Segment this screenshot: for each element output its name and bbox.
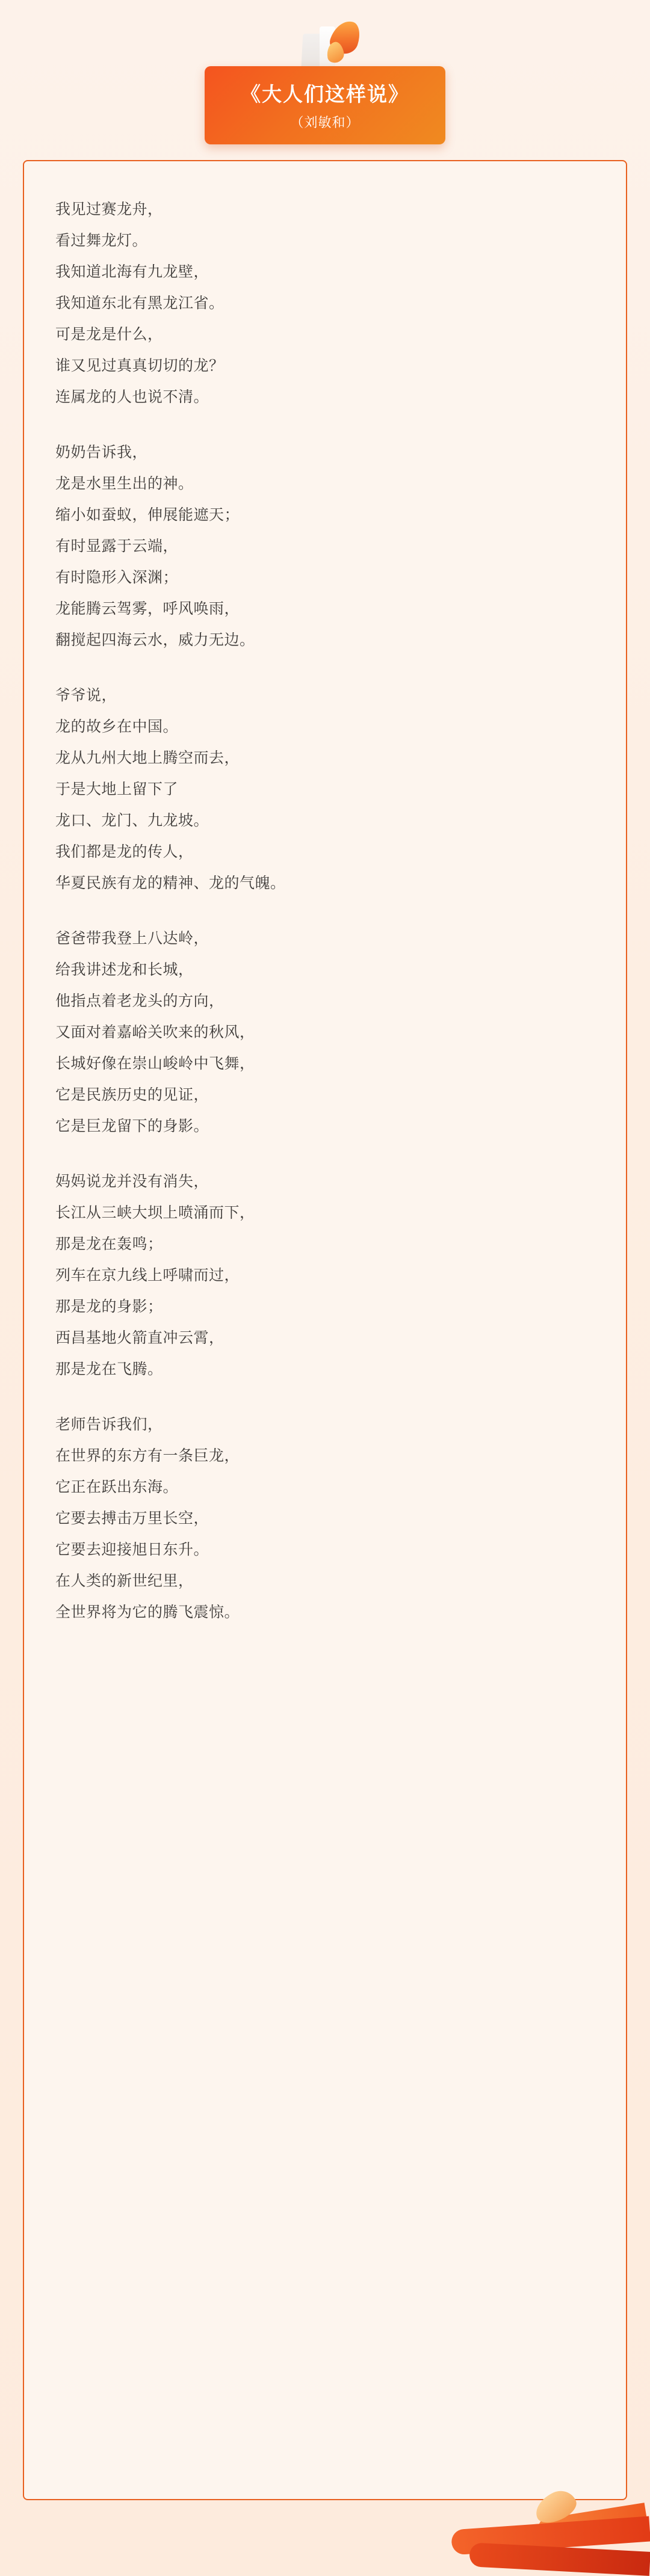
poem-line: 华夏民族有龙的精神、龙的气魄。 [55,875,286,892]
poem-stanza [55,194,595,413]
poem-line: 他指点着老龙头的方向， [55,993,224,1010]
poem-line: 有时隐形入深渊； [55,569,179,587]
poem-line: 爷爷说， [55,687,117,704]
ribbon-band-middle [451,2516,650,2556]
ribbon-band-upper [537,2503,647,2537]
author-name: （刘敏和） [290,115,360,131]
page-title: 《大人们这样说》 [241,83,409,105]
title-card [205,66,445,144]
poem-line: 爸爸带我登上八达岭， [55,930,209,948]
poem-line: 列车在京九线上呼啸而过， [55,1267,240,1284]
poem-line: 全世界将为它的腾飞震惊。 [55,1604,240,1621]
poem-stanza [55,923,595,1142]
poem-stanza [55,1166,595,1385]
poem-line: 我知道北海有九龙壁， [55,263,209,281]
poem-line: 奶奶告诉我， [55,444,148,461]
poem-line: 它正在跃出东海。 [55,1479,179,1496]
poem-line: 龙能腾云驾雾，呼风唤雨， [55,600,240,618]
poem-line: 那是龙在轰鸣； [55,1236,163,1253]
poem-line: 龙的故乡在中国。 [55,718,179,736]
poem-line: 有时显露于云端， [55,538,179,555]
poem-stanza [55,1409,595,1628]
poem-line: 我们都是龙的传人， [55,843,194,861]
poem-line: 可是龙是什么， [55,326,163,344]
poem-line: 老师告诉我们， [55,1416,163,1434]
poem-line: 在世界的东方有一条巨龙， [55,1447,240,1465]
poem-line: 妈妈说龙并没有消失， [55,1173,209,1191]
poem-line: 那是龙在飞腾。 [55,1361,163,1378]
poem-line: 翻搅起四海云水，威力无边。 [55,632,255,649]
ribbon-band-lower [469,2542,650,2576]
poem-line: 又面对着嘉峪关吹来的秋风， [55,1024,255,1041]
poem-line: 龙口、龙门、九龙坡。 [55,812,209,830]
poem-line: 它要去迎接旭日东升。 [55,1541,209,1559]
poem-line: 看过舞龙灯。 [55,232,148,250]
poem-stanza [55,680,595,899]
poem-line: 给我讲述龙和长城， [55,961,194,979]
poem-line: 龙从九州大地上腾空而去， [55,750,240,767]
poem-line: 长城好像在崇山峻岭中飞舞， [55,1055,255,1073]
poem-line: 龙是水里生出的神。 [55,475,194,493]
page-header [0,0,650,144]
poem-line: 于是大地上留下了 [55,781,179,798]
poem-line: 它是巨龙留下的身影。 [55,1118,209,1135]
poem-content-card [23,160,627,2500]
poem-line: 在人类的新世纪里， [55,1573,194,1590]
poem-line: 它是民族历史的见证， [55,1086,209,1104]
poem-line: 那是龙的身影； [55,1298,163,1316]
poem-line: 我见过赛龙舟， [55,201,163,218]
poem-stanza [55,437,595,656]
poem-line: 长江从三峡大坝上喷涌而下， [55,1204,255,1222]
poem-line: 西昌基地火箭直冲云霄， [55,1330,224,1347]
poem-line: 我知道东北有黑龙江省。 [55,295,224,312]
poem-line: 缩小如蚕蚁，伸展能遮天； [55,507,240,524]
poem-line: 它要去搏击万里长空， [55,1510,209,1527]
poem-line: 谁又见过真真切切的龙？ [55,357,224,375]
poem-line: 连属龙的人也说不清。 [55,389,209,406]
